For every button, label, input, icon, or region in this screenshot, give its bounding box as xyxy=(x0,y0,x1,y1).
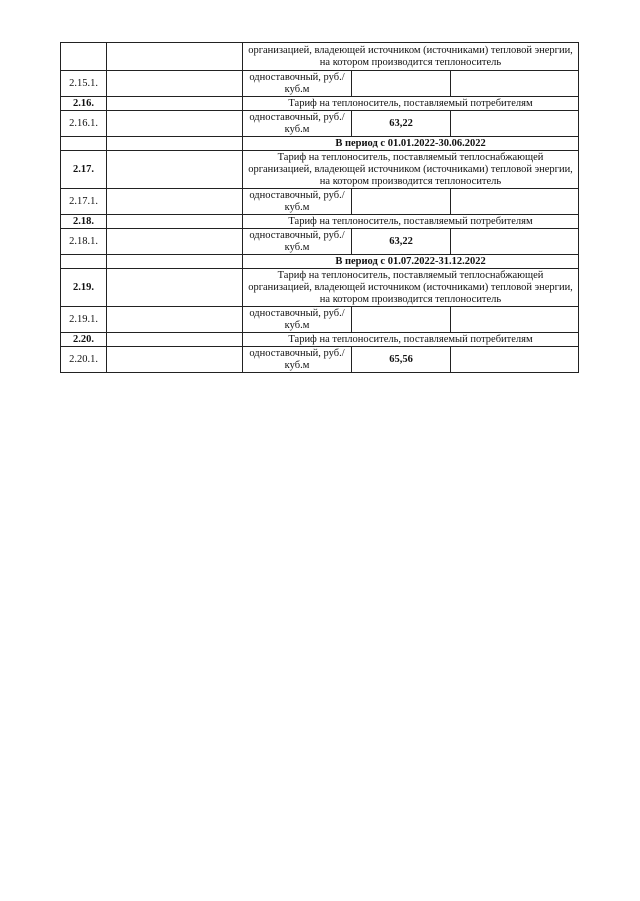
row-number: 2.17.1. xyxy=(61,189,107,215)
tariff-value-cell xyxy=(352,71,451,97)
table-row xyxy=(61,333,579,347)
row-description: Тариф на теплоноситель, поставляемый потребителям xyxy=(243,97,579,111)
period-header: В период с 01.07.2022-31.12.2022 xyxy=(243,255,579,269)
tariff-value-cell-2 xyxy=(451,229,579,255)
organization-cell xyxy=(107,151,243,189)
row-number: 2.20.1. xyxy=(61,347,107,373)
table-row xyxy=(61,151,579,189)
organization-cell xyxy=(107,71,243,97)
tariff-value-cell-2 xyxy=(451,347,579,373)
table-row xyxy=(61,229,579,255)
table-row xyxy=(61,111,579,137)
organization-cell xyxy=(107,347,243,373)
table-row xyxy=(61,43,579,71)
row-number: 2.16.1. xyxy=(61,111,107,137)
tariff-value-cell-2 xyxy=(451,189,579,215)
tariff-value-cell-2 xyxy=(451,307,579,333)
section-number: 2.20. xyxy=(61,333,107,347)
unit-cell: одноставочный, руб./куб.м xyxy=(243,347,352,373)
tariff-value-cell: 63,22 xyxy=(352,111,451,137)
row-number: 2.18.1. xyxy=(61,229,107,255)
table-row xyxy=(61,255,579,269)
unit-cell: одноставочный, руб./куб.м xyxy=(243,111,352,137)
tariff-value-cell-2 xyxy=(451,71,579,97)
table-row xyxy=(61,97,579,111)
row-description: Тариф на теплоноситель, поставляемый теплоснабжающей организацией, владеющей источником (источниками) тепловой энергии, на котором производится теплоноситель xyxy=(243,151,579,189)
organization-cell xyxy=(107,189,243,215)
row-number-cell xyxy=(61,43,107,71)
row-description: Тариф на теплоноситель, поставляемый потребителям xyxy=(243,215,579,229)
organization-cell xyxy=(107,307,243,333)
unit-cell: одноставочный, руб./куб.м xyxy=(243,229,352,255)
organization-cell xyxy=(107,269,243,307)
row-number xyxy=(61,255,107,269)
tariff-value-cell xyxy=(352,307,451,333)
tariff-value-cell: 63,22 xyxy=(352,229,451,255)
section-number: 2.19. xyxy=(61,269,107,307)
table-row xyxy=(61,215,579,229)
tariff-table xyxy=(60,42,579,373)
tariff-value-cell-2 xyxy=(451,111,579,137)
organization-cell xyxy=(107,137,243,151)
table-row xyxy=(61,307,579,333)
section-number: 2.18. xyxy=(61,215,107,229)
row-number: 2.19.1. xyxy=(61,307,107,333)
section-number: 2.17. xyxy=(61,151,107,189)
unit-cell: одноставочный, руб./куб.м xyxy=(243,189,352,215)
table-row xyxy=(61,189,579,215)
table-row xyxy=(61,71,579,97)
table-row xyxy=(61,347,579,373)
section-number: 2.16. xyxy=(61,97,107,111)
row-description: организацией, владеющей источником (источниками) тепловой энергии, на котором производится теплоноситель xyxy=(243,43,579,71)
organization-cell xyxy=(107,229,243,255)
organization-cell xyxy=(107,215,243,229)
unit-cell: одноставочный, руб./куб.м xyxy=(243,307,352,333)
organization-cell xyxy=(107,111,243,137)
period-header: В период с 01.01.2022-30.06.2022 xyxy=(243,137,579,151)
table-row xyxy=(61,137,579,151)
row-description: Тариф на теплоноситель, поставляемый теплоснабжающей организацией, владеющей источником (источниками) тепловой энергии, на котором производится теплоноситель xyxy=(243,269,579,307)
row-description: Тариф на теплоноситель, поставляемый потребителям xyxy=(243,333,579,347)
tariff-value-cell: 65,56 xyxy=(352,347,451,373)
table-row xyxy=(61,269,579,307)
unit-cell: одноставочный, руб./куб.м xyxy=(243,71,352,97)
tariff-value-cell xyxy=(352,189,451,215)
organization-cell xyxy=(107,333,243,347)
row-number: 2.15.1. xyxy=(61,71,107,97)
organization-cell xyxy=(107,255,243,269)
organization-cell xyxy=(107,97,243,111)
row-number xyxy=(61,137,107,151)
organization-cell xyxy=(107,43,243,71)
